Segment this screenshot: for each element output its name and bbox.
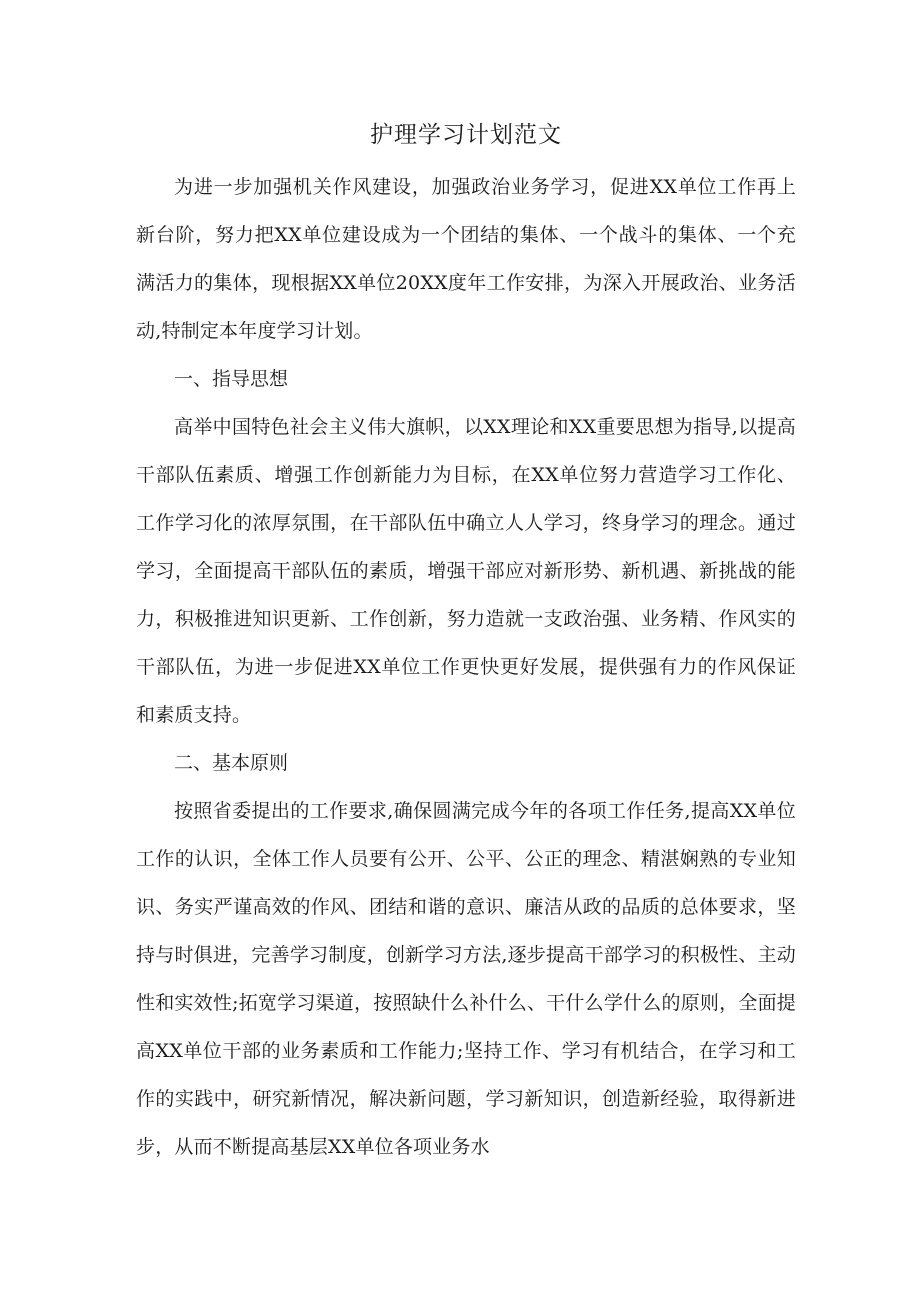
intro-paragraph: 为进一步加强机关作风建设，加强政治业务学习，促进XX单位工作再上新台阶，努力把XX单位建设成为一个团结的集体、一个战斗的集体、一个充满活力的集体，现根据XX单位20XX度年工作安排，为深入开展政治、业务活动,特制定本年度学习计划。: [136, 176, 796, 342]
section-body-guiding-ideology: 高举中国特色社会主义伟大旗帜，以XX理论和XX重要思想为指导,以提高干部队伍素质、增强工作创新能力为目标，在XX单位努力营造学习工作化、工作学习化的浓厚氛围，在干部队伍中确立人人学习，终身学习的理念。通过学习，全面提高干部队伍的素质，增强干部应对新形势、新机遇、新挑战的能力，积极推进知识更新、工作创新，努力造就一支政治强、业务精、作风实的干部队伍，为进一步促进XX单位工作更快更好发展，提供强有力的作风保证和素质支持。: [136, 416, 796, 726]
document-title: 护理学习计划范文: [370, 122, 562, 148]
section-heading-guiding-ideology: 一、指导思想: [174, 368, 289, 390]
document-page: [136, 118, 796, 1171]
section-heading-basic-principles: 二、基本原则: [174, 752, 289, 774]
section-body-basic-principles: 按照省委提出的工作要求,确保圆满完成今年的各项工作任务,提高XX单位工作的认识，全体工作人员要有公开、公平、公正的理念、精湛娴熟的专业知识、务实严谨高效的作风、团结和谐的意识、廉洁从政的品质的总体要求，坚持与时俱进，完善学习制度，创新学习方法,逐步提高干部学习的积极性、主动性和实效性;拓宽学习渠道，按照缺什么补什么、干什么学什么的原则，全面提高XX单位干部的业务素质和工作能力;坚持工作、学习有机结合，在学习和工作的实践中，研究新情况，解决新问题，学习新知识，创造新经验，取得新进步，从而不断提高基层XX单位各项业务水: [136, 800, 796, 1158]
